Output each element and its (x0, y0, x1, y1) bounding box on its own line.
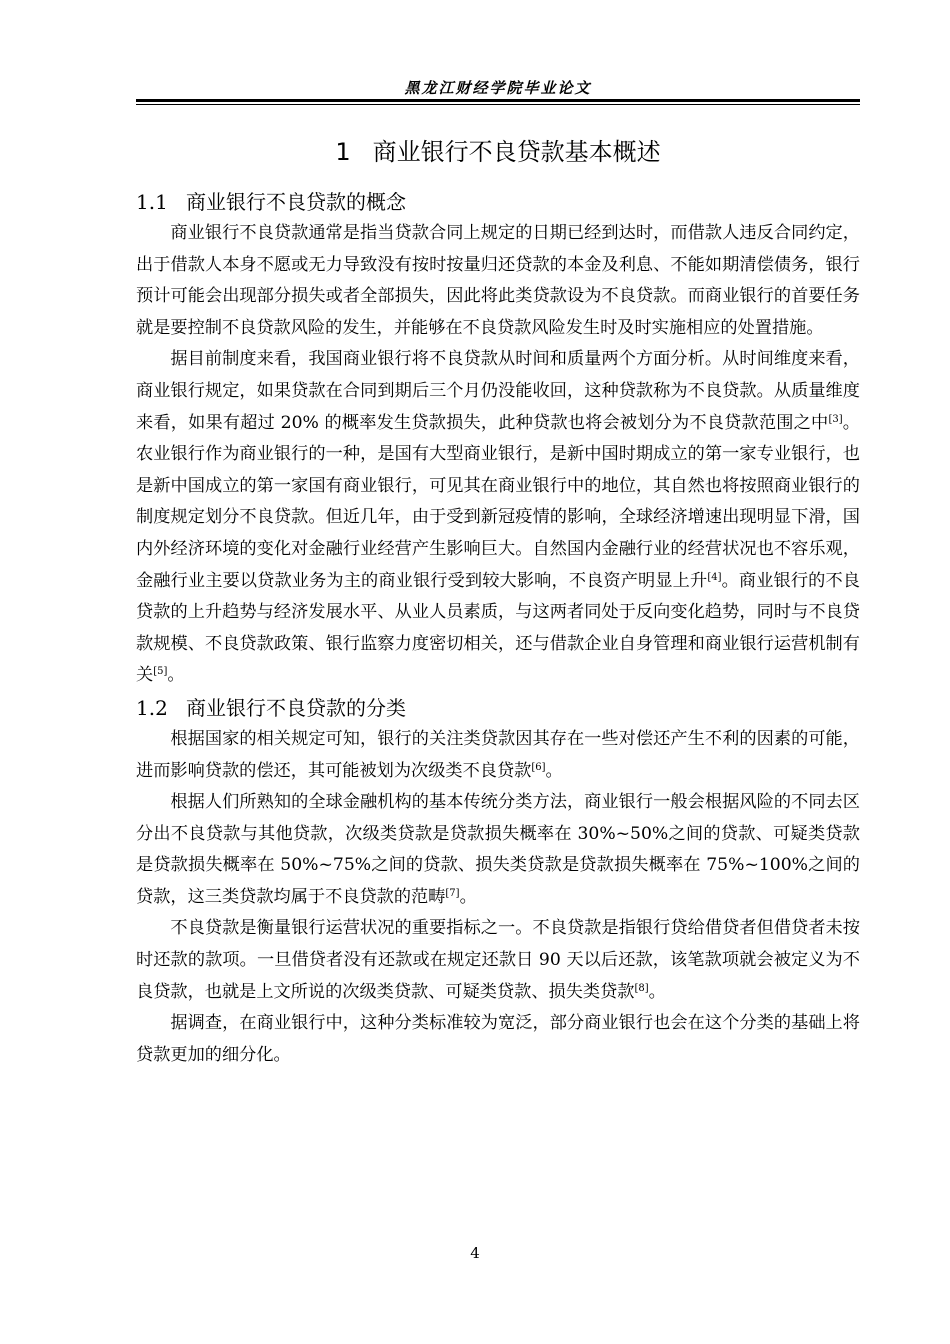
paragraph-text: 根据人们所熟知的全球金融机构的基本传统分类方法，商业银行一般会根据风险的不同去区分出不良贷款与其他贷款，次级类贷款是贷款损失概率在 30%~50%之间的贷款、可疑类贷款是贷款损失概率在 50%~75%之间的贷款、损失类贷款是贷款损失概率在 75%~100%之间的贷款，这三类贷款均属于不良贷款的范畴 (136, 792, 860, 907)
section-title: 商业银行不良贷款的概念 (186, 190, 406, 214)
running-header-title: 黑龙江财经学院毕业论文 (404, 79, 592, 97)
paragraph-text: 不良贷款是衡量银行运营状况的重要指标之一。不良贷款是指银行贷给借贷者但借贷者未按时还款的款项。一旦借贷者没有还款或在规定还款日 90 天以后还款，该笔款项就会被定义为不良贷款，也就是上文所说的次级类贷款、可疑类贷款、损失类贷款 (136, 918, 860, 1002)
paragraph-text: 。 (648, 981, 666, 1002)
sections-container (136, 186, 860, 1071)
paragraph-text: 。 (545, 760, 563, 781)
paragraph-text: 根据国家的相关规定可知，银行的关注类贷款因其存在一些对偿还产生不利的因素的可能，进而影响贷款的偿还，其可能被划为次级类不良贷款 (136, 728, 860, 781)
body-paragraph (136, 218, 860, 344)
body-paragraph (136, 1008, 860, 1071)
header-rule-thick (136, 99, 860, 102)
citation-ref: [7] (445, 887, 460, 899)
section-number: 1.1 (136, 190, 168, 214)
section-title: 商业银行不良贷款的分类 (186, 695, 406, 720)
chapter-heading (136, 134, 860, 170)
citation-ref: [3] (828, 413, 843, 425)
paragraph-text: 商业银行不良贷款通常是指当贷款合同上规定的日期已经到达时，而借款人违反合同约定，出于借款人本身不愿或无力导致没有按时按量归还贷款的本金及利息、不能如期清偿债务，银行预计可能会出现部分损失或者全部损失，因此将此类贷款设为不良贷款。而商业银行的首要任务就是要控制不良贷款风险的发生，并能够在不良贷款风险发生时及时实施相应的处置措施。 (136, 223, 860, 338)
paragraph-text: 据目前制度来看，我国商业银行将不良贷款从时间和质量两个方面分析。从时间维度来看，商业银行规定，如果贷款在合同到期后三个月仍没能收回，这种贷款称为不良贷款。从质量维度来看，如果有超过 20% 的概率发生贷款损失，此种贷款也将会被划分为不良贷款范围之中 (136, 349, 860, 433)
paragraph-text: 。农业银行作为商业银行的一种，是国有大型商业银行，是新中国时期成立的第一家专业银行，也是新中国成立的第一家国有商业银行，可见其在商业银行中的地位，其自然也将按照商业银行的制度规定划分不良贷款。但近几年，由于受到新冠疫情的影响，全球经济增速出现明显下滑，国内外经济环境的变化对金融行业经营产生影响巨大。自然国内金融行业的经营状况也不容乐观，金融行业主要以贷款业务为主的商业银行受到较大影响，不良资产明显上升 (136, 412, 860, 591)
paragraph-text: 。 (167, 665, 185, 686)
chapter-number: 1 (335, 138, 351, 166)
body-paragraph (136, 787, 860, 913)
page-body (136, 134, 860, 1071)
paragraph-text: 据调查，在商业银行中，这种分类标准较为宽泛，部分商业银行也会在这个分类的基础上将贷款更加的细分化。 (136, 1013, 860, 1065)
citation-ref: [5] (153, 666, 168, 678)
header-rule-thin (136, 104, 860, 105)
chapter-title: 商业银行不良贷款基本概述 (372, 138, 661, 166)
body-paragraph (136, 344, 860, 692)
section-heading (136, 692, 860, 724)
paragraph-text: 。 (459, 886, 477, 907)
citation-ref: [6] (531, 761, 546, 773)
section-number: 1.2 (136, 695, 168, 720)
citation-ref: [4] (707, 571, 722, 583)
paragraph-text: 。商业银行的不良贷款的上升趋势与经济发展水平、从业人员素质，与这两者同处于反向变化趋势，同时与不良贷款规模、不良贷款政策、银行监察力度密切相关，还与借款企业自身管理和商业银行运营机制有关 (136, 570, 860, 686)
page-number: 4 (470, 1244, 480, 1262)
body-paragraph (136, 913, 860, 1008)
body-paragraph (136, 724, 860, 787)
section-heading (136, 186, 860, 218)
citation-ref: [8] (634, 982, 649, 994)
